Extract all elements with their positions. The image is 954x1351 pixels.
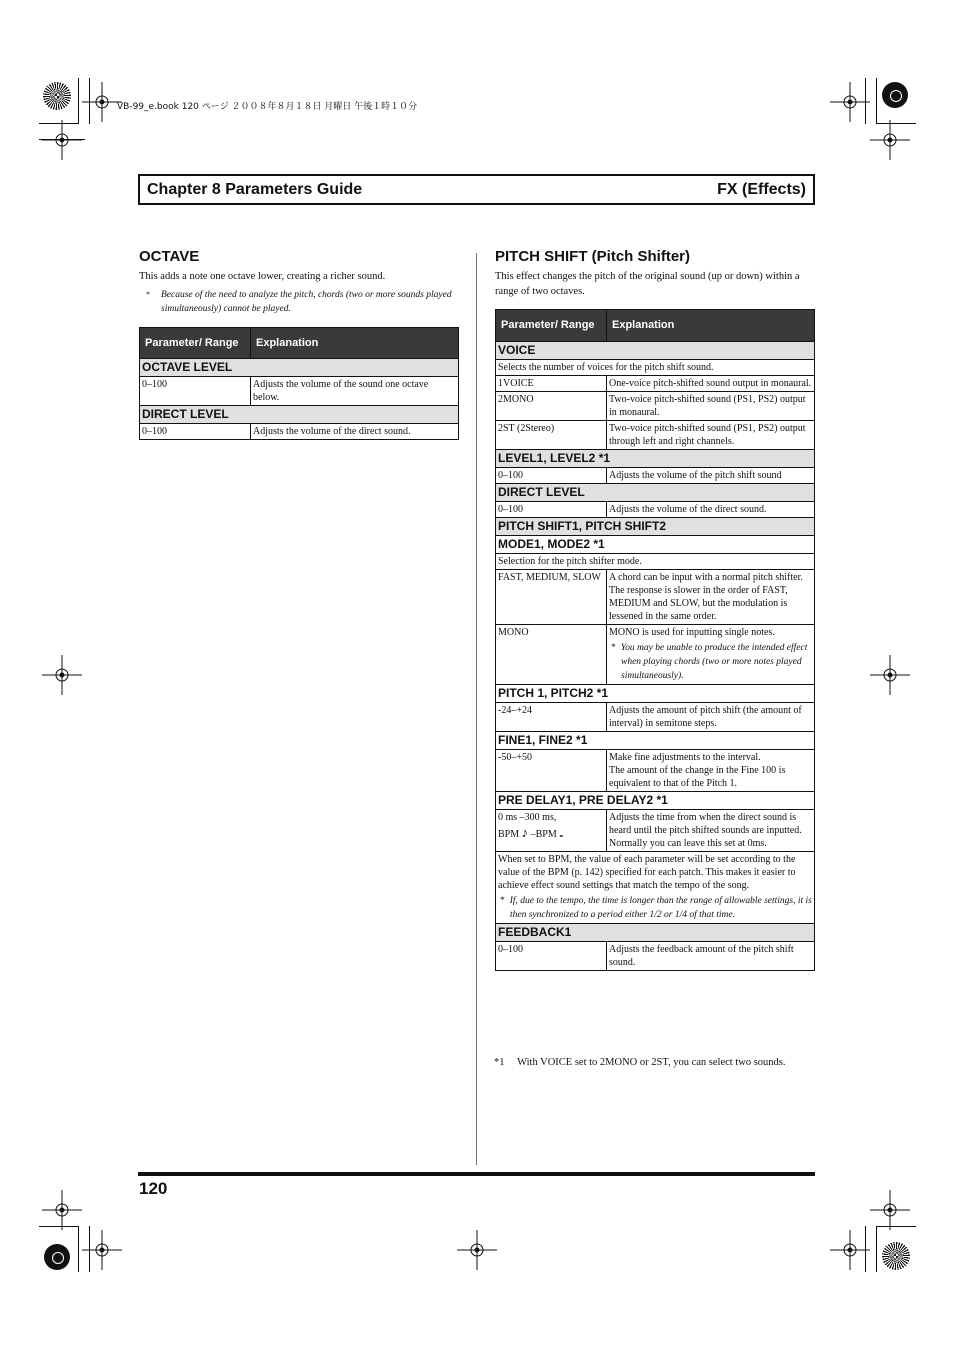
registration-burst-icon <box>43 82 71 110</box>
section-title: FX (Effects) <box>717 180 806 198</box>
col-header-parameter: Parameter/ Range <box>496 310 607 342</box>
explanation-cell: Adjusts the feedback amount of the pitch shift sound. <box>607 942 815 971</box>
explanation-cell: Adjusts the volume of the direct sound. <box>607 502 815 518</box>
param-pre-delay: PRE DELAY1, PRE DELAY2 *1 <box>496 792 815 810</box>
param-direct-level: DIRECT LEVEL <box>140 406 459 424</box>
range-cell: 0–100 <box>140 377 251 406</box>
crosshair-icon <box>42 120 82 160</box>
range-cell: -24–+24 <box>496 703 607 732</box>
crosshair-icon <box>870 1190 910 1230</box>
explanation-cell <box>607 750 815 792</box>
bpm-label: BPM <box>498 829 520 840</box>
octave-note-text: Because of the need to analyze the pitch, chords (two or more sounds played simultaneously) cannot be played. <box>161 290 452 314</box>
footnote <box>494 1057 786 1068</box>
bpm-explanation <box>496 852 815 924</box>
octave-param-table <box>139 327 459 440</box>
bpm-text: When set to BPM, the value of each parameter will be set according to the value of the BPM (p. 142) specified for each patch. This makes it easier to achieve effect sound settings that match the tempo of the song. <box>498 854 796 891</box>
explanation-cell: Adjusts the time from when the direct sound is heard until the pitch shifted sounds are inputted. Normally you can leave this set at 0ms. <box>607 810 815 852</box>
explanation-cell: Two-voice pitch-shifted sound (PS1, PS2) output through left and right channels. <box>607 421 815 450</box>
crosshair-icon <box>830 1230 870 1270</box>
range-cell: 2ST (2Stereo) <box>496 421 607 450</box>
explanation-cell: Adjusts the amount of pitch shift (the amount of interval) in semitone steps. <box>607 703 815 732</box>
chapter-header <box>138 174 815 205</box>
fine-text-2: The amount of the change in the Fine 100 is equivalent to that of the Pitch 1. <box>609 765 786 789</box>
bpm-note-text: If, due to the tempo, the time is longer than the range of allowable settings, it is then synchronized to a period either 1/2 or 1/4 of that time. <box>509 896 812 920</box>
explanation-cell: Adjusts the volume of the sound one octave below. <box>251 377 459 406</box>
range-cell: 0–100 <box>496 942 607 971</box>
range-cell: -50–+50 <box>496 750 607 792</box>
param-pitch: PITCH 1, PITCH2 *1 <box>496 685 815 703</box>
param-level: LEVEL1, LEVEL2 *1 <box>496 450 815 468</box>
pre-delay-range-ms: 0 ms –300 ms, <box>498 812 557 823</box>
col-header-parameter: Parameter/ Range <box>140 328 251 359</box>
param-feedback: FEEDBACK1 <box>496 924 815 942</box>
chapter-title: Chapter 8 Parameters Guide <box>147 180 363 198</box>
footnote-text: With VOICE set to 2MONO or 2ST, you can select two sounds. <box>517 1057 786 1068</box>
mono-note-text: You may be unable to produce the intended effect when playing chords (two or more notes played simultaneously). <box>620 643 808 681</box>
crosshair-icon <box>82 1230 122 1270</box>
bpm-note <box>498 894 812 922</box>
sixty-fourth-note-icon: ♪ <box>521 825 529 840</box>
range-cell: FAST, MEDIUM, SLOW <box>496 570 607 625</box>
range-cell: 2MONO <box>496 392 607 421</box>
registration-solid-icon <box>44 1244 70 1270</box>
explanation-cell: Two-voice pitch-shifted sound (PS1, PS2) output in monaural. <box>607 392 815 421</box>
footer-rule <box>138 1172 815 1176</box>
col-header-explanation: Explanation <box>607 310 815 342</box>
range-cell: MONO <box>496 625 607 685</box>
param-direct-level: DIRECT LEVEL <box>496 484 815 502</box>
octave-note <box>146 288 458 316</box>
explanation-cell: A chord can be input with a normal pitch shifter. The response is slower in the order of FAST, MEDIUM and SLOW, but the modulation is lessened in the same order. <box>607 570 815 625</box>
crosshair-icon <box>870 120 910 160</box>
mode-description: Selection for the pitch shifter mode. <box>496 554 815 570</box>
col-header-explanation: Explanation <box>251 328 459 359</box>
page-number: 120 <box>139 1179 168 1198</box>
explanation-cell <box>607 625 815 685</box>
mono-note <box>609 641 812 683</box>
param-voice: VOICE <box>496 342 815 360</box>
pitch-shift-heading: PITCH SHIFT (Pitch Shifter) <box>495 248 690 265</box>
whole-note-icon: 𝅝 <box>559 829 564 840</box>
param-fine: FINE1, FINE2 *1 <box>496 732 815 750</box>
explanation-cell: Adjusts the volume of the direct sound. <box>251 424 459 440</box>
column-divider <box>476 253 477 1165</box>
range-cell: 0–100 <box>496 502 607 518</box>
note-star: * <box>500 896 505 906</box>
file-header: VB-99_e.book 120 ページ ２００８年８月１８日 月曜日 午後１時１０分 <box>117 102 418 112</box>
crosshair-icon <box>82 82 122 122</box>
pitch-shift-param-table <box>495 309 815 971</box>
explanation-cell: One-voice pitch-shifted sound output in monaural. <box>607 376 815 392</box>
range-cell: 0–100 <box>140 424 251 440</box>
range-cell: 1VOICE <box>496 376 607 392</box>
param-mode: MODE1, MODE2 *1 <box>496 536 815 554</box>
fine-text-1: Make fine adjustments to the interval. <box>609 752 761 763</box>
crosshair-icon <box>457 1230 497 1270</box>
range-cell: 0–100 <box>496 468 607 484</box>
crosshair-icon <box>42 655 82 695</box>
crosshair-icon <box>870 655 910 695</box>
registration-burst-icon <box>882 1242 910 1270</box>
pre-delay-range-bpm <box>498 826 604 841</box>
bpm-label-2: –BPM <box>530 829 557 840</box>
note-star: * <box>146 290 150 299</box>
mono-text: MONO is used for inputting single notes. <box>609 627 775 638</box>
footnote-mark: *1 <box>494 1057 505 1068</box>
octave-description: This adds a note one octave lower, creating a richer sound. <box>139 271 386 282</box>
note-star: * <box>611 643 616 653</box>
crosshair-icon <box>42 1190 82 1230</box>
pitch-shift-description: This effect changes the pitch of the original sound (up or down) within a range of two octaves. <box>495 271 800 297</box>
param-octave-level: OCTAVE LEVEL <box>140 359 459 377</box>
crosshair-icon <box>830 82 870 122</box>
voice-description: Selects the number of voices for the pitch shift sound. <box>496 360 815 376</box>
octave-heading: OCTAVE <box>139 248 200 265</box>
explanation-cell: Adjusts the volume of the pitch shift sound <box>607 468 815 484</box>
range-cell <box>496 810 607 852</box>
param-group-pitch-shift: PITCH SHIFT1, PITCH SHIFT2 <box>496 518 815 536</box>
registration-solid-icon <box>882 82 908 108</box>
